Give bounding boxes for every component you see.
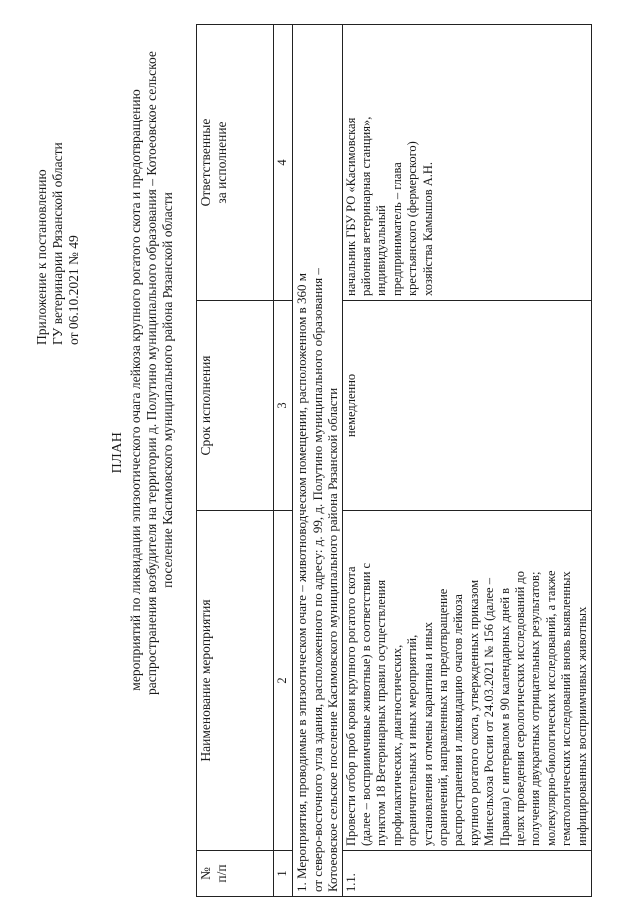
- annex-reference: [34, 45, 82, 345]
- header-term: Срок исполнения: [197, 301, 274, 511]
- annex-line: Приложение к постановлению: [34, 169, 49, 345]
- section-heading-row: [293, 25, 343, 897]
- responsible-line: индивидуальный: [374, 205, 389, 296]
- measures-table: [196, 24, 592, 897]
- measure-line: крупного рогатого скота, утвержденных приказом: [466, 579, 481, 846]
- measure-line: установления и отмены карантина и иных: [420, 622, 435, 846]
- row-term: немедленно: [342, 301, 592, 511]
- subtitle-line: поселение Касимовского муниципального района Рязанской области: [160, 192, 175, 588]
- measure-line: инфицированных восприимчивых животных: [574, 606, 589, 846]
- column-number: 4: [274, 25, 293, 301]
- section-line: Котоеовское сельское поселение Касимовского муниципального района Рязанской области: [325, 387, 340, 892]
- section-heading: [293, 25, 343, 897]
- row-measure-name: [342, 511, 592, 851]
- annex-line: от 06.10.2021 № 49: [66, 235, 81, 345]
- measure-line: (далее – восприимчивые животные) в соответствии с: [358, 562, 373, 846]
- measure-line: ограничений, направленных на предотвращение: [435, 588, 450, 846]
- header-name: Наименование мероприятия: [197, 511, 274, 851]
- header-responsible: Ответственные за исполнение: [197, 25, 274, 301]
- measure-line: целях проведения серологических исследований до: [512, 571, 527, 846]
- plan-subtitle: [128, 51, 176, 695]
- responsible-line: районная ветеринарная станция»,: [358, 116, 373, 296]
- measure-line: распространения и ликвидацию очагов лейкоза: [451, 594, 466, 846]
- measure-line: профилактических, диагностических,: [389, 644, 404, 846]
- header-num: № п/п: [197, 851, 274, 897]
- measure-line: молекулярно-биологических исследований, а также: [543, 570, 558, 846]
- responsible-line: начальник ГБУ РО «Касимовская: [343, 117, 358, 296]
- measure-line: пунктом 18 Ветеринарных правил осуществления: [374, 579, 389, 846]
- subtitle-line: мероприятий по ликвидации эпизоотического очага лейкоза крупного рогатого скота и предотвращению: [128, 89, 143, 691]
- table-row: [342, 25, 592, 897]
- row-responsible: [342, 25, 592, 301]
- responsible-line: крестьянского (фермерского): [405, 141, 420, 296]
- section-line: 1. Мероприятия, проводимые в эпизоотическом очаге – животноводческом помещении, расположенном в 360 м: [294, 273, 309, 892]
- column-number-row: [274, 25, 293, 897]
- measure-line: Минсельхоза России от 24.03.2021 № 156 (далее –: [482, 578, 497, 846]
- measure-line: ограничительных и иных мероприятий,: [405, 634, 420, 846]
- subtitle-line: распространения возбудителя на территории д. Полутино муниципального образования – Котоеовское сельское: [144, 51, 159, 695]
- column-number: 3: [274, 301, 293, 511]
- measure-line: гематологических исследований вновь выявленных: [559, 571, 574, 846]
- responsible-line: предприниматель – глава: [389, 162, 404, 296]
- table-header-row: [197, 25, 274, 897]
- row-number: 1.1.: [342, 851, 592, 897]
- measure-line: Провести отбор проб крови крупного рогатого скота: [343, 566, 358, 846]
- responsible-line: хозяйства Камышов А.Н.: [420, 161, 435, 296]
- plan-title: ПЛАН: [110, 431, 125, 474]
- measure-line: Правила) с интервалом в 90 календарных дней в: [497, 587, 512, 846]
- measure-line: получения двукратных отрицательных результатов;: [528, 571, 543, 846]
- column-number: 1: [274, 851, 293, 897]
- section-line: от северо-восточного угла здания, расположенного по адресу: д. 99, д. Полутино муниципального образования –: [309, 268, 325, 892]
- column-number: 2: [274, 511, 293, 851]
- annex-line: ГУ ветеринарии Рязанской области: [50, 142, 65, 345]
